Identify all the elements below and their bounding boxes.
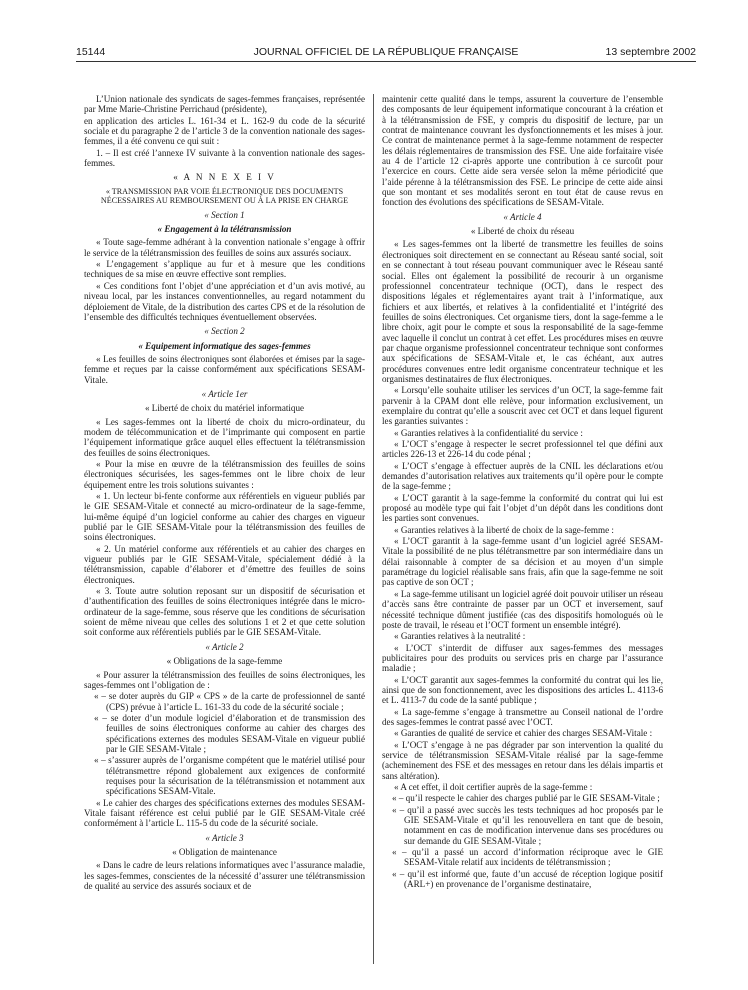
paragraph: « A cet effet, il doit certifier auprès de la sage-femme : [394, 782, 593, 792]
section-heading: « Article 3 [205, 832, 244, 843]
section-heading: « Article 4 [503, 211, 542, 222]
paragraph: « L’engagement s’applique au fur et à mesure que les conditions techniques de sa mise en œuvre effective sont remplies. [84, 259, 365, 280]
paragraph: « Toute sage-femme adhérant à la convention nationale s’engage à offrir le service de la télétransmission des feuilles de soins aux assurés sociaux. [84, 237, 365, 258]
paragraph: « Les sages-femmes ont la liberté de choix du micro-ordinateur, du modem de télécommunication et de l’imprimante qui composent en partie l’équipement informatique grâce auquel elles effectuent la télétransmission des feuilles de soins électroniques. [84, 416, 365, 458]
paragraph: « 3. Toute autre solution reposant sur un dispositif de sécurisation et d’authentification des feuilles de soins électroniques intégrée dans le micro-ordinateur de la sage-femme, sous réserve que les conditions de sécurisation soient de même niveau que celles des solutions 1 et 2 et que cette solution soit conforme aux référentiels publiés par le GIE SESAM-Vitale. [84, 586, 365, 638]
paragraph: « Pour la mise en œuvre de la télétransmission des feuilles de soins électroniques sécurisées, les sages-femmes ont le libre choix de leur équipement entre les trois solutions suivantes : [84, 458, 365, 490]
paragraph: « Pour assurer la télétransmission des feuilles de soins électroniques, les sages-femmes ont l’obligation de : [84, 669, 365, 690]
section-heading: « Section 1 [204, 209, 245, 220]
list-item: « – qu’il a passé avec succès les tests techniques ad hoc proposés par le GIE SESAM-Vitale et qu’il les renouvellera en tant que de besoin, notamment en cas de modification intervenue dans ses procédures ou sur demande du GIE SESAM-Vitale ; [392, 804, 663, 846]
paragraph: « L’OCT garantit aux sages-femmes la conformité du contrat qui les lie, ainsi que de son fonctionnement, avec les dispositions des articles L. 4113-6 et L. 4113-7 du code de la santé publique ; [382, 674, 663, 706]
section-title: « Equipement informatique des sages-femmes [138, 340, 311, 351]
section-title: « Engagement à la télétransmission [157, 224, 292, 235]
paragraph: « Garanties relatives à la liberté de choix de la sage-femme : [394, 524, 614, 535]
paragraph: « Les sages-femmes ont la liberté de transmettre les feuilles de soins électroniques soit directement en se connectant au Réseau santé social, soit en se connectant à tout réseau pouvant communiquer avec le Réseau santé social. Elles ont également la possibilité de recourir à un organisme professionnel concentrateur technique (OCT), dans le respect des dispositions légales et réglementaires ayant trait à l’informatique, aux fichiers et aux libertés, et relatives à la confidentialité et l’intégrité des feuilles de soins électroniques. Cet organisme tiers, dont la sage-femme a le libre choix, agit pour le compte et sous la responsabilité de la sage-femme avec laquelle il conclut un contrat à cet effet. Les procédures mises en œuvre par chaque organisme professionnel concentrateur technique sont conformes aux spécifications de SESAM-Vitale et, le cas échéant, aux autres procédures convenues entre ledit organisme concentrateur technique et les organismes destinataires de flux électroniques. [382, 239, 663, 384]
list-item: « – se doter d’un module logiciel d’élaboration et de transmission des feuilles de soins électroniques conforme au cahier des charges des spécifications externes des modules SESAM-Vitale en vigueur publié par le GIE SESAM-Vitale ; [94, 712, 365, 754]
list-item: « – se doter auprès du GIP « CPS » de la carte de professionnel de santé (CPS) prévue à l’article L. 161-33 du code de la sécurité sociale ; [94, 691, 365, 712]
page-number: 15144 [76, 46, 106, 58]
paragraph: maintenir cette qualité dans le temps, assurent la couverture de l’ensemble des composants de leur équipement informatique concourant à la création et à la télétransmission de FSE, y compris du dispositif de lecture, par un contrat de maintenance couvrant les dysfonctionnements et les mises à jour. Ce contrat de maintenance permet à la sage-femme notamment de respecter les délais réglementaires de transmission des FSE. Une aide forfaitaire visée au 4 de l’article 12 ci-après apporte une contribution à ce surcoût pour l’exercice en cours. Cette aide sera versée selon la même périodicité que l’aide pérenne à la télétransmission des FSE. Le principe de cette aide ainsi que son montant et ses modalités seront en tout état de cause revus en fonction des évolutions des spécifications de SESAM-Vitale. [382, 94, 663, 208]
paragraph: « Le cahier des charges des spécifications externes des modules SESAM-Vitale faisant référence est celui publié par le GIE SESAM-Vitale créé conformément à l’article L. 115-5 du code de la sécurité sociale. [84, 797, 365, 829]
left-column [84, 94, 365, 892]
header-rule [76, 61, 696, 62]
paragraph: « Garanties relatives à la neutralité : [394, 631, 526, 642]
page-header [76, 46, 696, 60]
paragraph: 1. – Il est créé l’annexe IV suivante à la convention nationale des sages-femmes. [84, 147, 365, 169]
paragraph: « 2. Un matériel conforme aux référentiels et au cahier des charges en vigueur publiés par le GIE SESAM-Vitale, spécialement dédié à la télétransmission, capable d’élaborer et d’émettre des feuilles de soins électroniques. [84, 543, 365, 585]
paragraph: « Dans le cadre de leurs relations informatiques avec l’assurance maladie, les sages-femmes, conscientes de la nécessité d’assurer une télétransmission de qualité au service des assurés sociaux et de [84, 860, 365, 892]
paragraph: « 1. Un lecteur bi-fente conforme aux référentiels en vigueur publiés par le GIE SESAM-Vitale et connecté au micro-ordinateur de la sage-femme, lui-même équipé d’un logiciel conforme au cahier des charges en vigueur publié par le GIE SESAM-Vitale pour la télétransmission des feuilles de soins électroniques. [84, 491, 365, 543]
section-heading: « Article 1er [201, 388, 248, 399]
article-title: « Liberté de choix du réseau [470, 226, 575, 237]
paragraph: « La sage-femme utilisant un logiciel agréé doit pouvoir utiliser un réseau d’accès sans être contrainte de passer par un OCT et inversement, sauf nécessité technique dûment justifiée (cas des dispositifs homologués où le poste de travail, le réseau et l’OCT forment un ensemble intégré). [382, 588, 663, 630]
paragraph: « La sage-femme s’engage à transmettre au Conseil national de l’ordre des sages-femmes le contrat passé avec l’OCT. [382, 706, 663, 727]
article-title: « Obligations de la sage-femme [166, 656, 283, 667]
journal-title: JOURNAL OFFICIEL DE LA RÉPUBLIQUE FRANÇAISE [253, 46, 519, 58]
section-heading: « Article 2 [205, 641, 244, 652]
list-item: « – qu’il respecte le cahier des charges publié par le GIE SESAM-Vitale ; [392, 793, 660, 804]
article-title: « Liberté de choix du matériel informatique [144, 403, 305, 414]
paragraph: L’Union nationale des syndicats de sages-femmes françaises, représentée par Mme Marie-Christine Perrichaud (présidente), [84, 94, 365, 115]
annex-subtitle: « TRANSMISSION PAR VOIE ÉLECTRONIQUE DES DOCUMENTS NÉCESSAIRES AU REMBOURSEMENT OU À LA PRISE EN CHARGE [100, 186, 349, 206]
right-column [382, 94, 663, 890]
paragraph: « Garanties de qualité de service et cahier des charges SESAM-Vitale : [394, 728, 653, 739]
paragraph: « Les feuilles de soins électroniques sont élaborées et émises par la sage-femme et reçues par la caisse conformément aux spécifications SESAM-Vitale. [84, 353, 365, 385]
paragraph: « L’OCT garantit à la sage-femme la conformité du contrat qui lui est proposé au modèle type qui fait l’objet d’un dépôt dans les conditions dont les parties sont convenues. [382, 492, 663, 524]
paragraph: « L’OCT s’engage à effectuer auprès de la CNIL les déclarations et/ou demandes d’autorisation relatives aux traitements qu’il opère pour le compte de la sage-femme ; [382, 460, 663, 492]
paragraph: « L’OCT garantit à la sage-femme usant d’un logiciel agréé SESAM-Vitale la possibilité de ne plus télétransmettre par son intermédiaire dans un délai raisonnable à compter de sa décision et au moyen d’un simple paramétrage du logiciel réalisable sans frais, afin que la sage-femme ne soit pas captive de son OCT ; [382, 536, 663, 588]
paragraph: « Garanties relatives à la confidentialité du service : [394, 427, 583, 438]
article-title: « Obligation de maintenance [172, 847, 277, 857]
list-item: « – s’assurer auprès de l’organisme compétent que le matériel utilisé pour télétransmettre répond globalement aux exigences de conformité requises pour la sécurisation de la télétransmission et notamment aux spécifications SESAM-Vitale. [94, 755, 365, 797]
paragraph: « L’OCT s’interdit de diffuser aux sages-femmes des messages publicitaires pour des produits ou services pris en charge par l’assurance maladie ; [382, 642, 663, 674]
list-item: « – qu’il a passé un accord d’information réciproque avec le GIE SESAM-Vitale relatif aux incidents de télétransmission ; [392, 847, 663, 868]
annex-heading: « A N N E X E I V [173, 172, 276, 183]
section-heading: « Section 2 [204, 326, 245, 337]
list-item: « – qu’il est informé que, faute d’un accusé de réception logique positif (ARL+) en provenance de l’organisme destinataire, [392, 868, 663, 890]
paragraph: « Ces conditions font l’objet d’une appréciation et d’un avis motivé, au niveau local, par les instances conventionnelles, au regard notamment du déploiement de Vitale, de la distribution des cartes CPS et de la résolution de l’ensemble des difficultés techniques éventuellement observées. [84, 280, 365, 322]
paragraph: « L’OCT s’engage à ne pas dégrader par son intervention la qualité du service de télétransmission SESAM-Vitale réalisé par la sage-femme (acheminement des FSE et des messages en retour dans les délais impartis et sans altération). [382, 739, 663, 781]
paragraph: en application des articles L. 161-34 et L. 162-9 du code de la sécurité sociale et du paragraphe 2 de l’article 3 de la convention nationale des sages-femmes, il a été convenu ce qui suit : [84, 115, 365, 147]
column-divider [373, 94, 374, 964]
issue-date: 13 septembre 2002 [605, 46, 696, 58]
paragraph: « L’OCT s’engage à respecter le secret professionnel tel que défini aux articles 226-13 et 226-14 du code pénal ; [382, 439, 663, 460]
paragraph: « Lorsqu’elle souhaite utiliser les services d’un OCT, la sage-femme fait parvenir à la CPAM dont elle relève, pour information exclusivement, un exemplaire du contrat qu’elle a souscrit avec cet OCT et dans lequel figurent les garanties suivantes : [382, 385, 663, 427]
